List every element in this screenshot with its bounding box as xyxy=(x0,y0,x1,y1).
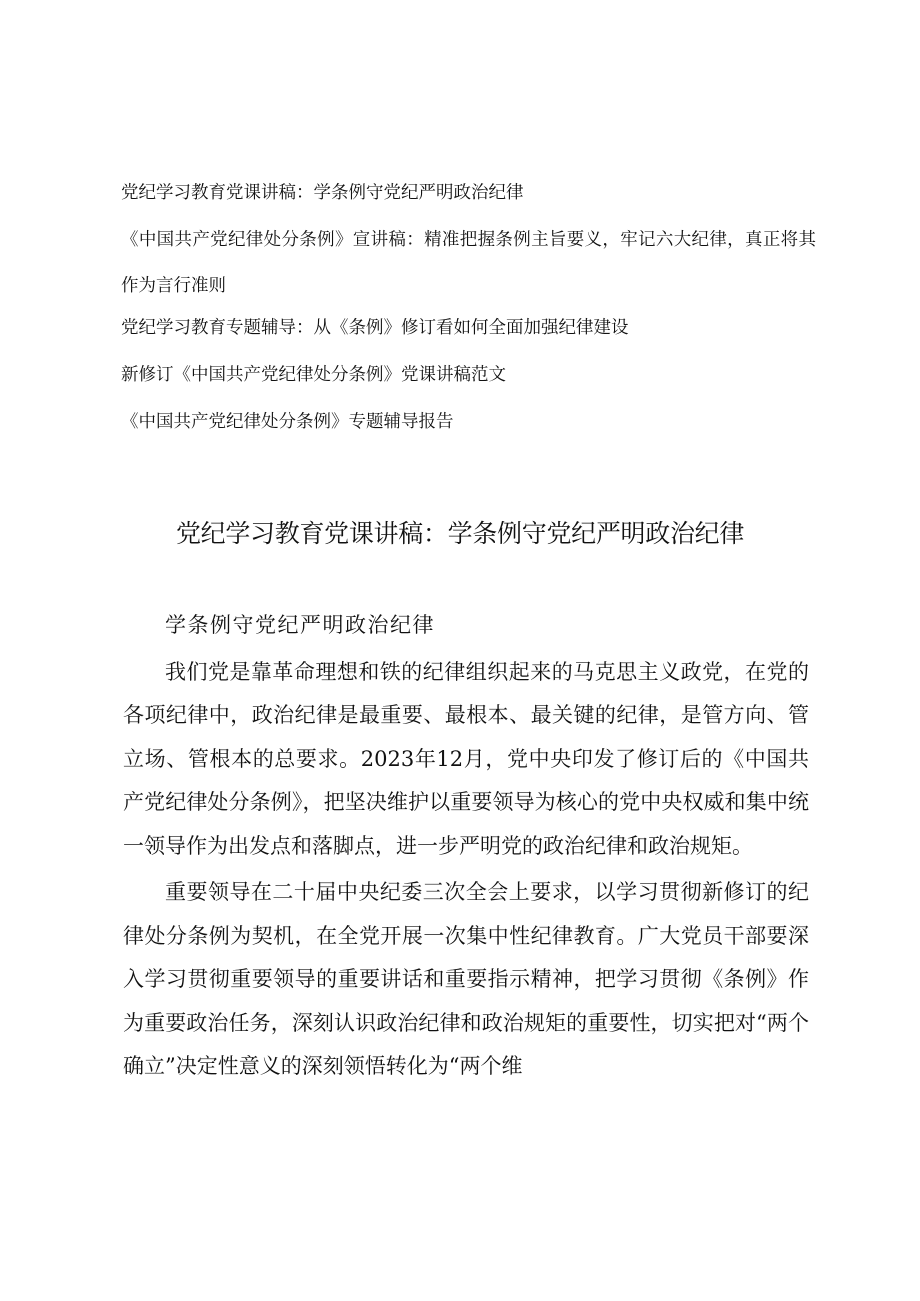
toc-item: 新修订《中国共产党纪律处分条例》党课讲稿范文 xyxy=(121,365,506,385)
document-body xyxy=(123,604,809,1092)
body-paragraph: 我们党是靠革命理想和铁的纪律组织起来的马克思主义政党，在党的各项纪律中，政治纪律是最重要、最根本、最关键的纪律，是管方向、管立场、管根本的总要求。2023年12月，党中央印发了修订后的《中国共产党纪律处分条例》，把坚决维护以重要领导为核心的党中央权威和集中统一领导作为出发点和落脚点，进一步严明党的政治纪律和政治规矩。 xyxy=(123,659,809,858)
section-subtitle: 学条例守党纪严明政治纪律 xyxy=(165,613,435,637)
table-of-contents xyxy=(121,176,816,452)
document-title: 党纪学习教育党课讲稿：学条例守党纪严明政治纪律 xyxy=(175,519,745,548)
toc-item: 《中国共产党纪律处分条例》宣讲稿：精准把握条例主旨要义，牢记六大纪律，真正将其作为言行准则 xyxy=(121,230,816,296)
toc-item: 党纪学习教育党课讲稿：学条例守党纪严明政治纪律 xyxy=(121,183,524,203)
toc-item: 党纪学习教育专题辅导：从《条例》修订看如何全面加强纪律建设 xyxy=(121,318,629,338)
toc-item: 《中国共产党纪律处分条例》专题辅导报告 xyxy=(121,412,454,432)
body-paragraph: 重要领导在二十届中央纪委三次全会上要求，以学习贯彻新修订的纪律处分条例为契机，在全党开展一次集中性纪律教育。广大党员干部要深入学习贯彻重要领导的重要讲话和重要指示精神，把学习贯彻《条例》作为重要政治任务，深刻认识政治纪律和政治规矩的重要性，切实把对“两个确立”决定性意义的深刻领悟转化为“两个维 xyxy=(123,880,809,1078)
